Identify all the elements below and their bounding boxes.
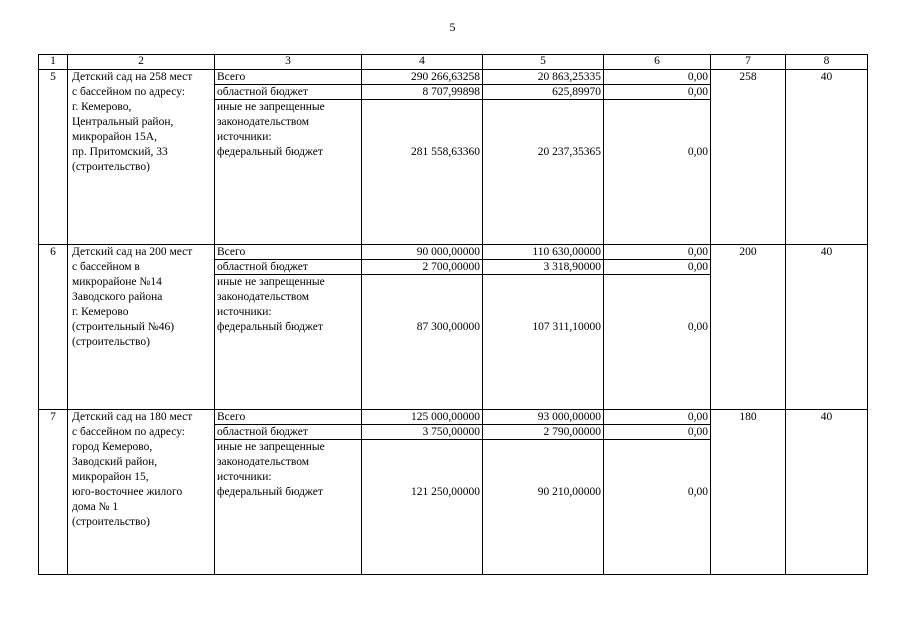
funding-source-label: федеральный бюджет [217,321,323,333]
row-number: 7 [39,410,68,575]
object-name-line: г. Кемерово [72,306,129,318]
object-name-line: Детский сад на 180 мест [72,411,193,423]
header-cell-8: 8 [786,55,868,70]
value-federal: 107 311,10000 [532,321,601,333]
page-number: 5 [449,20,456,34]
spacer [483,115,603,130]
spacer [483,470,603,485]
value-total: 110 630,00000 [483,245,603,260]
funding-sources [215,410,362,575]
object-name-line: Центральный район, [72,116,174,128]
object-name-line: город Кемерово, [72,441,153,453]
spacer [604,275,710,290]
value-total: 93 000,00000 [483,410,603,425]
value-federal: 0,00 [687,321,708,333]
header-cell-5: 5 [483,55,604,70]
value-total: 90 000,00000 [362,245,482,260]
object-name-line: с бассейном по адресу: [72,426,186,438]
object-name [68,410,215,575]
header-cell-4: 4 [362,55,483,70]
spacer [362,305,482,320]
value-total: 0,00 [604,410,710,425]
spacer [362,290,482,305]
spacer [483,440,603,455]
value-c6 [604,410,711,575]
spacer [604,305,710,320]
row-number: 5 [39,70,68,245]
spacer [604,455,710,470]
value-federal: 90 210,00000 [537,486,601,498]
funding-source-label: федеральный бюджет [217,146,323,158]
object-name-line: дома № 1 [72,501,119,513]
value-regional: 3 318,90000 [483,260,603,275]
funding-source-label: Всего [215,70,361,85]
spacer [483,275,603,290]
funding-source-label: федеральный бюджет [217,486,323,498]
table-row [39,410,868,575]
funding-source-label: Всего [215,245,361,260]
value-c5 [483,410,604,575]
value-c6 [604,245,711,410]
spacer [483,130,603,145]
funding-source-label: иные не запрещенные [217,101,325,113]
object-name-line: микрорайон 15А, [72,131,157,143]
capacity-value: 200 [711,245,786,410]
table-row [39,70,868,245]
header-row [39,55,868,70]
spacer [604,470,710,485]
object-name-line: с бассейном в [72,261,140,273]
object-name-line: микрорайон 15, [72,471,149,483]
value-total: 0,00 [604,70,710,85]
value-total: 290 266,63258 [362,70,482,85]
header-cell-7: 7 [711,55,786,70]
value-regional: 2 700,00000 [362,260,482,275]
object-name-line: (строительство) [72,161,150,173]
funding-source-label: областной бюджет [215,425,361,440]
object-name-line: с бассейном по адресу: [72,86,186,98]
funding-source-label: Всего [215,410,361,425]
object-name-line: (строительный №46) [72,321,175,333]
value-regional: 0,00 [604,260,710,275]
funding-sources [215,245,362,410]
value-c4 [362,245,483,410]
object-name-line: пр. Притомский, 33 [72,146,168,158]
spacer [604,115,710,130]
spacer [362,470,482,485]
value-regional: 2 790,00000 [483,425,603,440]
spacer [604,290,710,305]
spacer [604,100,710,115]
value-c5 [483,245,604,410]
funding-source-label: источники: [217,471,272,483]
col8-value: 40 [786,410,868,575]
object-name-line: г. Кемерово, [72,101,132,113]
table-row [39,245,868,410]
object-name [68,245,215,410]
object-name-line: юго-восточнее жилого [72,486,183,498]
funding-sources [215,70,362,245]
spacer [362,440,482,455]
object-name-line: Заводский район, [72,456,158,468]
value-federal: 121 250,00000 [411,486,480,498]
header-cell-3: 3 [215,55,362,70]
capacity-value: 180 [711,410,786,575]
spacer [362,130,482,145]
spacer [362,100,482,115]
value-regional: 3 750,00000 [362,425,482,440]
value-regional: 0,00 [604,425,710,440]
value-regional: 8 707,99898 [362,85,482,100]
value-c5 [483,70,604,245]
funding-source-label: законодательством [217,456,310,468]
value-regional: 0,00 [604,85,710,100]
funding-source-label: источники: [217,306,272,318]
spacer [483,305,603,320]
value-c6 [604,70,711,245]
value-federal: 0,00 [687,486,708,498]
col8-value: 40 [786,245,868,410]
value-total: 125 000,00000 [362,410,482,425]
object-name-line: Заводского района [72,291,163,303]
value-total: 20 863,25335 [483,70,603,85]
spacer [604,440,710,455]
value-federal: 87 300,00000 [416,321,480,333]
col8-value: 40 [786,70,868,245]
header-cell-6: 6 [604,55,711,70]
value-federal: 281 558,63360 [411,146,480,158]
funding-source-label: иные не запрещенные [217,441,325,453]
header-cell-2: 2 [68,55,215,70]
funding-source-label: областной бюджет [215,260,361,275]
object-name-line: микрорайоне №14 [72,276,162,288]
funding-source-label: законодательством [217,291,310,303]
funding-source-label: областной бюджет [215,85,361,100]
object-name [68,70,215,245]
value-regional: 625,89970 [483,85,603,100]
spacer [362,275,482,290]
spacer [483,290,603,305]
value-c4 [362,70,483,245]
value-c4 [362,410,483,575]
capacity-value: 258 [711,70,786,245]
object-name-line: Детский сад на 200 мест [72,246,193,258]
value-federal: 0,00 [687,146,708,158]
spacer [362,115,482,130]
value-total: 0,00 [604,245,710,260]
object-name-line: Детский сад на 258 мест [72,71,193,83]
object-name-line: (строительство) [72,516,150,528]
funding-source-label: иные не запрещенные [217,276,325,288]
spacer [483,455,603,470]
header-cell-1: 1 [39,55,68,70]
funding-source-label: законодательством [217,116,310,128]
row-number: 6 [39,245,68,410]
spacer [604,130,710,145]
value-federal: 20 237,35365 [537,146,601,158]
spacer [362,455,482,470]
object-name-line: (строительство) [72,336,150,348]
spacer [483,100,603,115]
funding-table [38,54,868,575]
funding-source-label: источники: [217,131,272,143]
